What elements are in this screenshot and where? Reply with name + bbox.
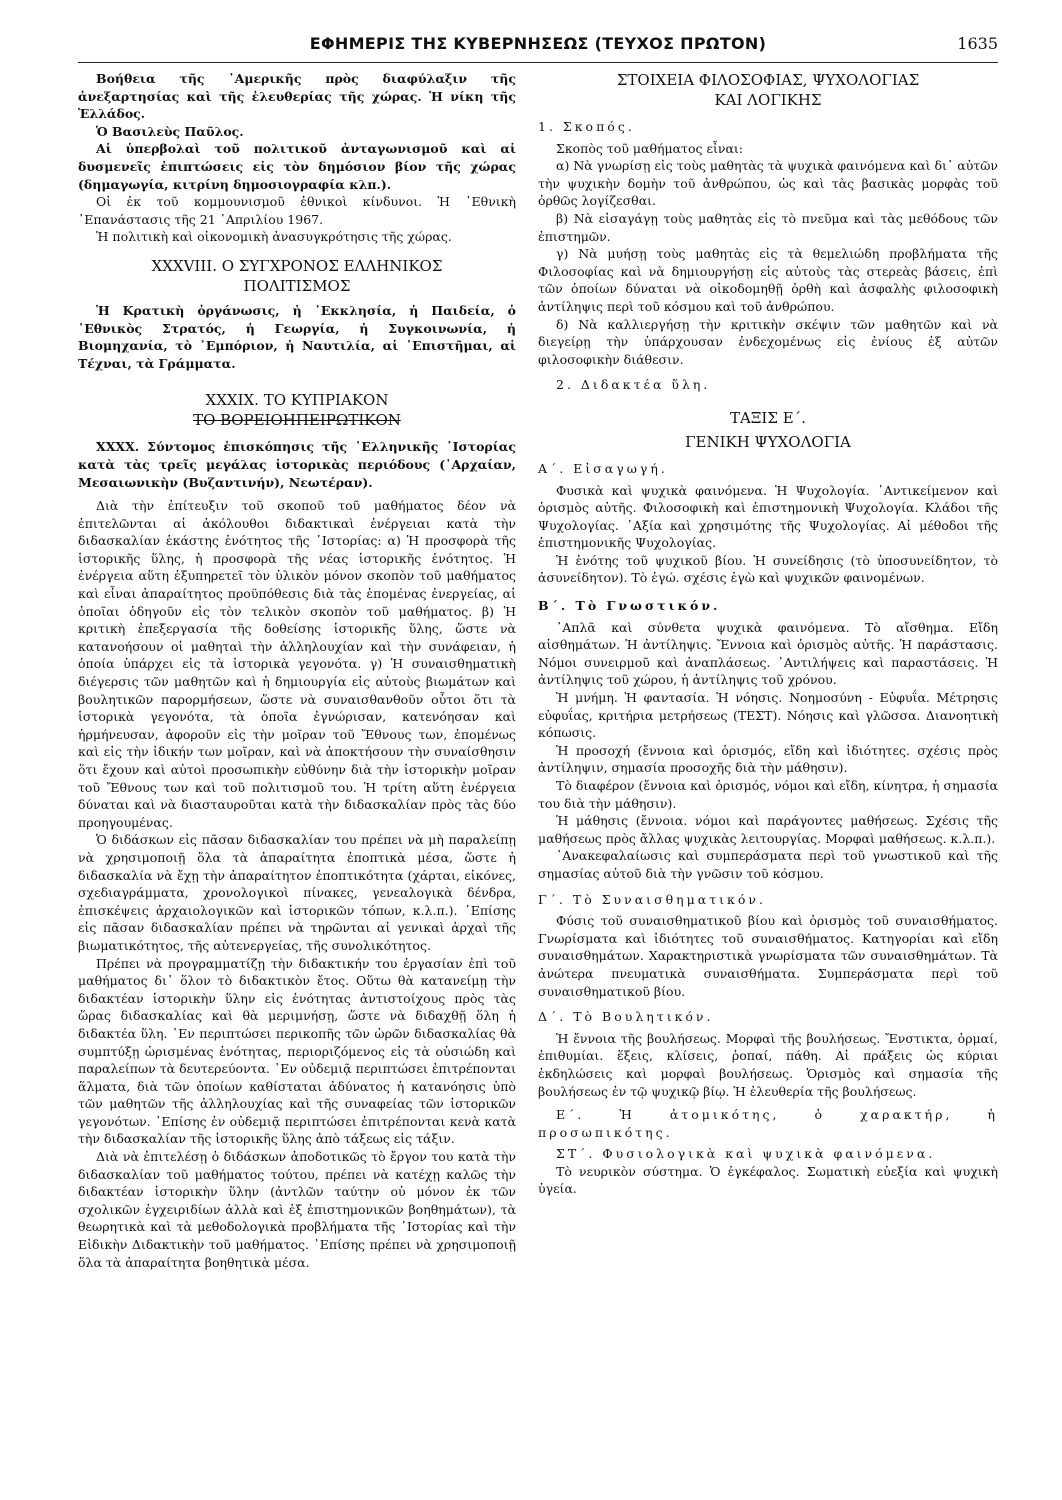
- main-heading-line1: ΣΤΟΙΧΕΙΑ ΦΙΛΟΣΟΦΙΑΣ, ΨΥΧΟΛΟΓΙΑΣ: [616, 71, 920, 89]
- paragraph: Ἡ μάθησις (ἔννοια. νόμοι καὶ παράγοντες μαθήσεως. Σχέσις τῆς μαθήσεως πρὸς ἄλλας ψυχικὰς λειτουργίας. Μορφαὶ μαθήσεως. κ.λ.π.).: [538, 813, 998, 846]
- paragraph: Πρέπει νὰ προγραμματίζῃ τὴν διδακτικήν του ἐργασίαν ἐπὶ τοῦ μαθήματος δι᾿ ὅλον τὸ διδακτικὸν ἔτος. Οὕτω θὰ κατανείμῃ τὴν διδακτέαν ἱστορικὴν ὕλην εἰς ἑνότητας ἀντιστοίχους πρὸς τὰς ὥρας διδασκαλίας καὶ θὰ μεριμνήσῃ, ὥστε νὰ διδαχθῇ ὅλη ἡ διδακτέα ὕλη. ᾿Εν περιπτώσει περικοπῆς τῶν ὡρῶν διδασκαλίας θὰ συμπτύξῃ ὡρισμένας ἑνότητας, περιοριζόμενος εἰς τὰ οὐσιώδη καὶ παραλείπων τὰ δευτερεύοντα. ᾿Εν οὐδεμιᾷ περιπτώσει ἐπιτρέπονται ἅλματα, διὰ τῶν ὁποίων καθίσταται ἀδύνατος ἡ κατανόησις ὑπὸ τῶν μαθητῶν τῆς ἀλληλουχίας καὶ τῆς συναφείας τῶν ἱστορικῶν γεγονότων. ᾿Επίσης ἐν οὐδεμιᾷ περιπτώσει ἐπιτρέπονται κενὰ κατὰ τὴν διδασκαλίαν τῆς ἱστορικῆς ὕλης ἀπὸ τάξεως εἰς τάξιν.: [78, 955, 516, 1147]
- list-item: Ὁ Βασιλεὺς Παῦλος.: [96, 123, 244, 139]
- subheading-c: Γ΄. Τὸ Συναισθηματικόν.: [538, 891, 766, 907]
- paragraph: Φυσικὰ καὶ ψυχικὰ φαινόμενα. Ἡ Ψυχολογία. ᾿Αντικείμενον καὶ ὁρισμὸς αὐτῆς. Φιλοσοφικὴ καὶ ἐπιστημονικὴ Ψυχολογία. Κλάδοι τῆς Ψυχολογίας. ᾿Αξία καὶ χρησιμότης τῆς Ψυχολογίας. Αἱ μέθοδοι τῆς ἐπιστημονικῆς Ψυχολογίας.: [538, 482, 998, 551]
- class-title: ΤΑΞΙΣ Ε΄.: [730, 408, 806, 427]
- paragraph: Ἡ ἑνότης τοῦ ψυχικοῦ βίου. Ἡ συνείδησις (τὸ ὑποσυνείδητον, τὸ ἀσυνείδητον). Τὸ ἐγώ. σχέσις ἐγὼ καὶ ψυχικῶν φαινομένων.: [538, 552, 998, 586]
- section-heading-38: XXXVIII. Ο ΣΥΓΧΡΟΝΟΣ ΕΛΛΗΝΙΚΟΣ ΠΟΛΙΤΙΣΜΟΣ: [151, 256, 443, 295]
- paragraph: Ἡ ἔννοια τῆς βουλήσεως. Μορφαὶ τῆς βουλήσεως. Ἔνστικτα, ὁρμαί, ἐπιθυμίαι. ἕξεις, κλίσεις, ῥοπαί, πάθη. Αἱ πράξεις ὡς κύριαι ἐκδηλώσεις καὶ μορφαὶ βουλήσεως. Ὁρισμὸς καὶ σημασία τῆς βουλήσεως ἐν τῷ ψυχικῷ βίῳ. Ἡ ἐλευθερία τῆς βουλήσεως.: [538, 1030, 998, 1099]
- section-38-text: Ἡ Κρατικὴ ὀργάνωσις, ἡ ᾿Εκκλησία, ἡ Παιδεία, ὁ ᾿Εθνικὸς Στρατός, ἡ Γεωργία, ἡ Συγκοινωνία, ἡ Βιομηχανία, τὸ ᾿Εμπόριον, ἡ Ναυτιλία, αἱ ᾿Επιστῆμαι, αἱ Τέχναι, τὰ Γράμματα.: [78, 302, 516, 371]
- paragraph: Τὸ νευρικὸν σύστημα. Ὁ ἐγκέφαλος. Σωματικὴ εὐεξία καὶ ψυχικὴ ὑγεία.: [538, 1163, 998, 1197]
- section-40-heading: XXXX. Σύντομος ἐπισκόπησις τῆς ῾Ελληνικῆς ῾Ιστορίας κατὰ τὰς τρεῖς μεγάλας ἱστορικὰς περιόδους (᾿Αρχαίαν, Μεσαιωνικὴν (Βυζαντινήν), Νεωτέραν).: [78, 439, 516, 490]
- subheading-a: Α΄. Εἰσαγωγή.: [538, 460, 668, 476]
- subheading-b: Β΄. Τὸ Γνωστικόν.: [538, 598, 721, 614]
- paragraph: γ) Νὰ μυήσῃ τοὺς μαθητὰς εἰς τὰ θεμελιώδη προβλήματα τῆς Φιλοσοφίας καὶ νὰ δημιουργήσῃ εἰς αὐτοὺς τὰς στερεὰς βάσεις, ἐπὶ τῶν ὁποίων δύναται νὰ οἰκοδομηθῇ ὀρθὴ καὶ ἀσφαλὴς φιλοσοφικὴ ἀντίληψις περὶ τοῦ κόσμου καὶ τοῦ ἀνθρώπου.: [538, 246, 998, 314]
- paragraph: Φύσις τοῦ συναισθηματικοῦ βίου καὶ ὁρισμὸς τοῦ συναισθήματος. Γνωρίσματα καὶ ἰδιότητες τοῦ συναισθήματος. Κατηγορίαι καὶ εἴδη συναισθημάτων. Χαρακτηριστικὰ γνωρίσματα τῶν συναισθημάτων. Τὰ ἀνώτερα πνευματικὰ συναισθήματα. Συμπεράσματα περὶ τοῦ συναισθηματικοῦ βίου.: [538, 913, 998, 999]
- page-header: [78, 28, 998, 58]
- subheading-e: Ε΄. Ἡ ἀτομικότης, ὁ χαρακτήρ, ἡ προσωπικότης.: [538, 1107, 998, 1140]
- paragraph: δ) Νὰ καλλιεργήσῃ τὴν κριτικὴν σκέψιν τῶν μαθητῶν καὶ νὰ διεγείρῃ τὴν ὑπάρχουσαν ἐνδεχομένως εἰς ἐνίους ἐξ αὐτῶν φιλοσοφικὴν διάθεσιν.: [538, 316, 998, 367]
- paragraph: α) Νὰ γνωρίσῃ εἰς τοὺς μαθητὰς τὰ ψυχικὰ φαινόμενα καὶ δι᾿ αὐτῶν τὴν ψυχικὴν δομὴν τοῦ ἀνθρώπου, ὡς καὶ τὰς βασικὰς μορφὰς τοῦ ὀρθῶς λογίζεσθαι.: [538, 158, 998, 209]
- section-heading-39b: ΤΟ ΒΟΡΕΙΟΗΠΕΙΡΩΤΙΚΟΝ: [193, 411, 401, 430]
- paragraph: Διὰ νὰ ἐπιτελέσῃ ὁ διδάσκων ἀποδοτικῶς τὸ ἔργον του κατὰ τὴν διδασκαλίαν τοῦ μαθήματος τούτου, πρέπει νὰ κατέχῃ καλῶς τὴν διδακτέαν ἱστορικὴν ὕλην (ἀντλῶν ταύτην οὐ μόνον ἐκ τῶν σχολικῶν ἐγχειριδίων ἀλλὰ καὶ ἐξ ἐπιστημονικῶν βοηθημάτων), τὰ θεωρητικὰ καὶ τὰ μεθοδολογικὰ προβλήματα τῆς ῾Ιστορίας καὶ τὴν Εἰδικὴν Διδακτικὴν τοῦ μαθήματος. ᾿Επίσης πρέπει νὰ χρησιμοποιῇ ὅλα τὰ ἀπαραίτητα βοηθητικὰ μέσα.: [78, 1149, 516, 1270]
- main-heading-line2: ΚΑΙ ΛΟΓΙΚΗΣ: [714, 91, 822, 109]
- page-number: 1635: [957, 34, 998, 53]
- left-column: [78, 70, 516, 1271]
- list-item: Βοήθεια τῆς ᾿Αμερικῆς πρὸς διαφύλαξιν τῆς ἀνεξαρτησίας καὶ τῆς ἐλευθερίας τῆς χώρας. Ἡ νίκη τῆς Ἑλλάδος.: [78, 71, 516, 122]
- paragraph: Ὁ διδάσκων εἰς πᾶσαν διδασκαλίαν του πρέπει νὰ μὴ παραλείπῃ νὰ χρησιμοποιῇ ὅλα τὰ ἀπαραίτητα ἐποπτικὰ μέσα, ὥστε ἡ διδασκαλία νὰ ἔχῃ τὴν ἀπαραίτητον ἐποπτικότητα (χάρται, εἰκόνες, σχεδιαγράμματα, χρονολογικοὶ πίνακες, γενεαλογικὰ δένδρα, ἐπισκέψεις ἀρχαιολογικῶν καὶ ἱστορικῶν τόπων, κ.λ.π.). ᾿Επίσης εἰς πᾶσαν διδασκαλίαν πρέπει νὰ τηρῶνται αἱ γενικαὶ ἀρχαὶ τῆς βιωματικότητος, τῆς αὐτενεργείας, τῆς συνολικότητος.: [78, 832, 516, 953]
- list-item: Αἱ ὑπερβολαὶ τοῦ πολιτικοῦ ἀνταγωνισμοῦ καὶ αἱ δυσμενεῖς ἐπιπτώσεις εἰς τὸν δημόσιον βίον τῆς χώρας (δημαγωγία, κιτρίνη δημοσιογραφία κλπ.).: [78, 141, 516, 192]
- paragraph: β) Νὰ εἰσαγάγῃ τοὺς μαθητὰς εἰς τὸ πνεῦμα καὶ τὰς μεθόδους τῶν ἐπιστημῶν.: [538, 210, 998, 244]
- section-heading-39a: XXXIX. ΤΟ ΚΥΠΡΙΑΚΟΝ: [205, 391, 389, 410]
- paragraph: ᾿Ανακεφαλαίωσις καὶ συμπεράσματα περὶ τοῦ γνωστικοῦ καὶ τῆς σημασίας αὐτοῦ διὰ τὴν γνῶσιν τοῦ κόσμου.: [538, 848, 998, 881]
- subheading-syllabus: 2. Διδακτέα ὕλη.: [556, 377, 711, 393]
- list-item: Οἱ ἐκ τοῦ κομμουνισμοῦ ἐθνικοὶ κίνδυνοι. Ἡ ᾿Εθνικὴ ᾿Επανάστασις τῆς 21 ᾿Απριλίου 1967.: [78, 194, 516, 227]
- paragraph: Τὸ διαφέρον (ἔννοια καὶ ὁρισμός, νόμοι καὶ εἴδη, κίνητρα, ἡ σημασία του διὰ τὴν μάθησιν).: [538, 778, 998, 811]
- header-rule: [78, 62, 998, 63]
- paragraph: Σκοπὸς τοῦ μαθήματος εἶναι:: [556, 140, 743, 156]
- subheading-f: ΣΤ΄. Φυσιολογικὰ καὶ ψυχικὰ φαινόμενα.: [556, 1146, 936, 1162]
- paragraph: ᾿Απλᾶ καὶ σύνθετα ψυχικὰ φαινόμενα. Τὸ αἴσθημα. Εἴδη αἰσθημάτων. Ἡ ἀντίληψις. Ἔννοια καὶ ὁρισμὸς αὐτῆς. Ἡ παράστασις. Νόμοι συνειρμοῦ καὶ ἀναπλάσεως. ᾿Αντιλήψεις καὶ παραστάσεις. Ἡ ἀντίληψις τοῦ χώρου, ἡ ἀντίληψις τοῦ χρόνου.: [538, 619, 998, 688]
- subheading-aim: 1. Σκοπός.: [538, 119, 635, 134]
- paragraph: Ἡ μνήμη. Ἡ φαντασία. Ἡ νόησις. Νοημοσύνη - Εὐφυΐα. Μέτρησις εὐφυΐας, κριτήρια μετρήσεως (ΤΕΣΤ). Νόησις καὶ γλῶσσα. Διανοητικὴ κόπωσις.: [538, 690, 998, 741]
- class-subtitle: ΓΕΝΙΚΗ ΨΥΧΟΛΟΓΙΑ: [685, 432, 851, 451]
- paragraph: Διὰ τὴν ἐπίτευξιν τοῦ σκοποῦ τοῦ μαθήματος δέον νὰ ἐπιτελῶνται αἱ ἀκόλουθοι διδακτικαὶ ἐνέργειαι κατὰ τὴν διδασκαλίαν ἑκάστης ἑνότητος τῆς ῾Ιστορίας: α) Ἡ προσφορὰ τῆς ἱστορικῆς ὕλης, ἡ προσφορὰ τῆς νέας ἱστορικῆς ἑνότητος. Ἡ ἐνέργεια αὕτη ἐξυπηρετεῖ τὸν ὑλικὸν μόνον σκοπὸν τοῦ μαθήματος καὶ εἶναι ἀπαραίτητος προϋπόθεσις διὰ τὰς ἑπομένας ἐνεργείας, αἱ ὁποῖαι ὁδηγοῦν εἰς τὸν τελικὸν σκοπὸν τοῦ μαθήματος. β) Ἡ κριτικὴ ἐπεξεργασία τῆς δοθείσης ἱστορικῆς ὕλης, ὥστε νὰ κατανοήσουν οἱ μαθηταὶ τὴν ἀλληλουχίαν καὶ τὴν συνάφειαν, ἡ ὁποία ὑπάρχει εἰς τὰ ἱστορικὰ γεγονότα. γ) Ἡ συναισθηματικὴ διέγερσις τῶν μαθητῶν καὶ ἡ δημιουργία εἰς αὐτοὺς βιωμάτων καὶ βουλητικῶν παρορμήσεων, ὥστε νὰ συναισθανθοῦν οὗτοι ὅτι τὰ ἱστορικὰ γεγονότα, τὰ ὁποῖα ἐγνώρισαν, κατενόησαν καὶ ἡρμήνευσαν, ἀφοροῦν εἰς τὴν μοῖραν τοῦ Ἔθνους των, ἐπομένως καὶ εἰς τὴν ἰδικήν των μοῖραν, καὶ νὰ ἀποκτήσουν τὴν συναίσθησιν ὅτι ἔχουν καὶ αὐτοὶ προσωπικὴν εὐθύνην διὰ τὴν ἱστορικὴν μοῖραν τοῦ Ἔθνους των καὶ τοῦ πολιτισμοῦ του. Ἡ τρίτη αὕτη ἐνέργεια δύναται καὶ νὰ διασταυροῦται κατὰ τὴν διδασκαλίαν πρὸς τὰς δύο προηγουμένας.: [78, 498, 516, 830]
- gazette-title: ΕΦΗΜΕΡΙΣ ΤΗΣ ΚΥΒΕΡΝΗΣΕΩΣ (ΤΕΥΧΟΣ ΠΡΩΤΟΝ): [309, 34, 767, 53]
- subheading-d: Δ΄. Τὸ Βουλητικόν.: [538, 1009, 714, 1025]
- list-item: Ἡ πολιτικὴ καὶ οἰκονομικὴ ἀνασυγκρότησις τῆς χώρας.: [96, 229, 452, 245]
- right-column: [538, 70, 998, 1198]
- paragraph: Ἡ προσοχή (ἔννοια καὶ ὁρισμός, εἴδη καὶ ἰδιότητες. σχέσις πρὸς ἀντίληψιν, σημασία προσοχῆς διὰ τὴν μάθησιν).: [538, 742, 998, 776]
